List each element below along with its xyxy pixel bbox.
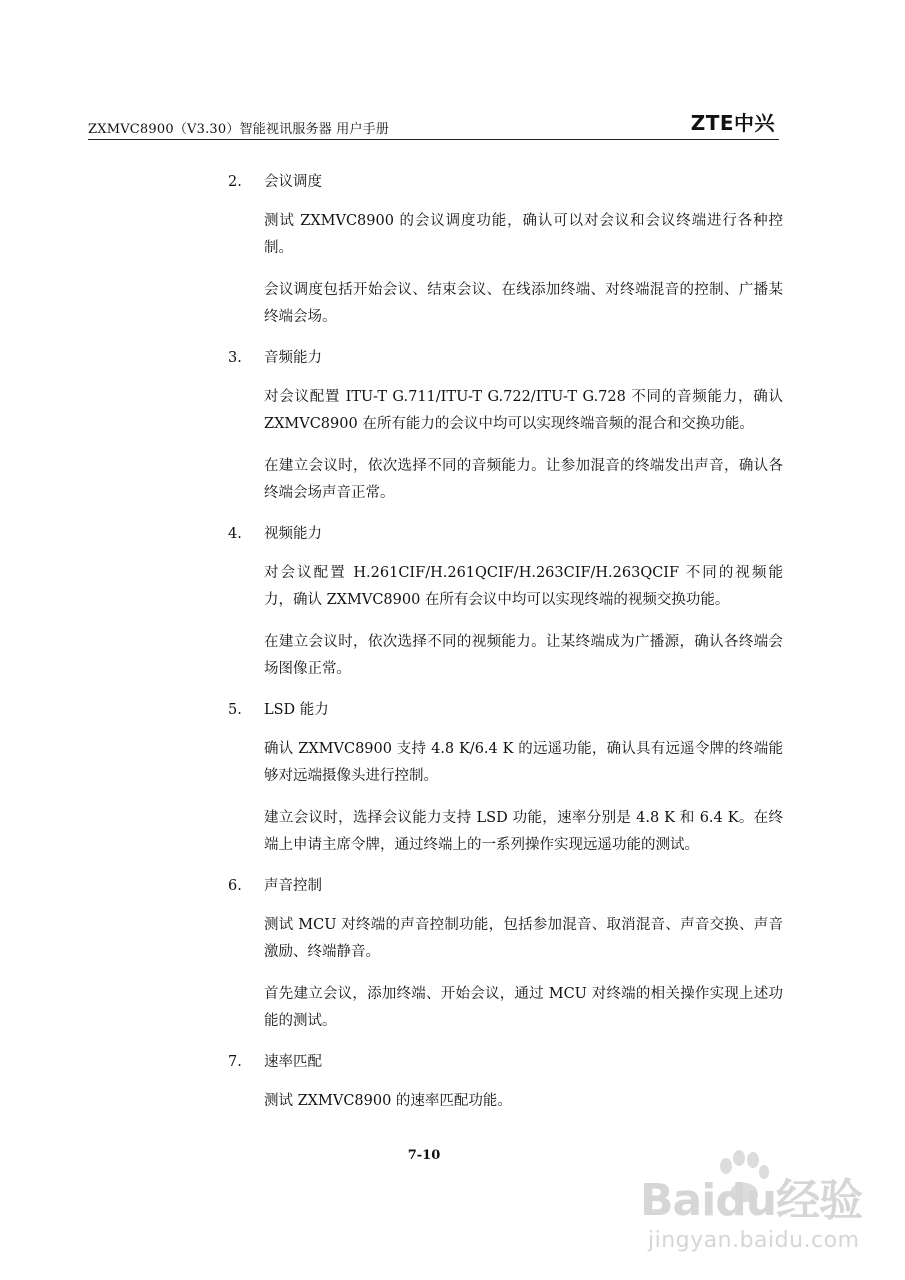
paragraph: 建立会议时，选择会议能力支持 LSD 功能，速率分别是 4.8 K 和 6.4 K。在终端上申请主席令牌，通过终端上的一系列操作实现远遥功能的测试。 xyxy=(264,810,783,853)
section-lsd-capability xyxy=(228,698,783,859)
watermark-brand: Baidu经验 xyxy=(640,1175,863,1226)
section-number: 2. xyxy=(228,174,242,190)
document-body xyxy=(228,170,783,1130)
section-title: LSD 能力 xyxy=(264,702,329,718)
header-divider xyxy=(88,139,779,140)
section-number: 4. xyxy=(228,526,242,542)
paragraph: 测试 ZXMVC8900 的速率匹配功能。 xyxy=(264,1093,512,1109)
paragraph: 确认 ZXMVC8900 支持 4.8 K/6.4 K 的远遥功能，确认具有远遥令牌的终端能够对远端摄像头进行控制。 xyxy=(264,741,783,784)
page-header xyxy=(88,111,778,138)
section-heading xyxy=(228,170,783,194)
section-sound-control xyxy=(228,874,783,1035)
section-heading xyxy=(228,874,783,898)
paragraph: 在建立会议时，依次选择不同的视频能力。让某终端成为广播源，确认各终端会场图像正常。 xyxy=(264,634,783,677)
paragraph: 对会议配置 ITU-T G.711/ITU-T G.722/ITU-T G.728 不同的音频能力，确认 ZXMVC8900 在所有能力的会议中均可以实现终端音频的混合和交换功能。 xyxy=(264,389,783,432)
paragraph: 在建立会议时，依次选择不同的音频能力。让参加混音的终端发出声音，确认各终端会场声音正常。 xyxy=(264,458,783,501)
paragraph: 测试 ZXMVC8900 的会议调度功能，确认可以对会议和会议终端进行各种控制。 xyxy=(264,213,783,256)
baidu-watermark xyxy=(640,1150,900,1270)
paragraph: 对会议配置 H.261CIF/H.261QCIF/H.263CIF/H.263QCIF 不同的视频能力，确认 ZXMVC8900 在所有会议中均可以实现终端的视频交换功能。 xyxy=(264,565,783,608)
watermark-url: jingyan.baidu.com xyxy=(648,1228,860,1253)
section-number: 3. xyxy=(228,350,242,366)
section-title: 声音控制 xyxy=(264,878,322,894)
section-number: 6. xyxy=(228,878,242,894)
section-heading xyxy=(228,522,783,546)
section-conference-scheduling xyxy=(228,170,783,331)
section-title: 会议调度 xyxy=(264,174,322,190)
section-title: 视频能力 xyxy=(264,526,322,542)
section-video-capability xyxy=(228,522,783,683)
paragraph: 测试 MCU 对终端的声音控制功能，包括参加混音、取消混音、声音交换、声音激励、终端静音。 xyxy=(264,917,783,960)
section-rate-matching xyxy=(228,1050,783,1115)
paragraph: 首先建立会议，添加终端、开始会议，通过 MCU 对终端的相关操作实现上述功能的测试。 xyxy=(264,986,783,1029)
section-title: 速率匹配 xyxy=(264,1054,322,1070)
section-number: 5. xyxy=(228,702,242,718)
section-heading xyxy=(228,698,783,722)
section-number: 7. xyxy=(228,1054,242,1070)
section-title: 音频能力 xyxy=(264,350,322,366)
paragraph: 会议调度包括开始会议、结束会议、在线添加终端、对终端混音的控制、广播某终端会场。 xyxy=(264,282,783,325)
zte-logo: ZTE中兴 xyxy=(690,111,775,135)
document-title: ZXMVC8900（V3.30）智能视讯服务器 用户手册 xyxy=(88,122,390,137)
section-heading xyxy=(228,346,783,370)
section-audio-capability xyxy=(228,346,783,507)
page-number: 7-10 xyxy=(407,1148,441,1163)
section-heading xyxy=(228,1050,783,1074)
